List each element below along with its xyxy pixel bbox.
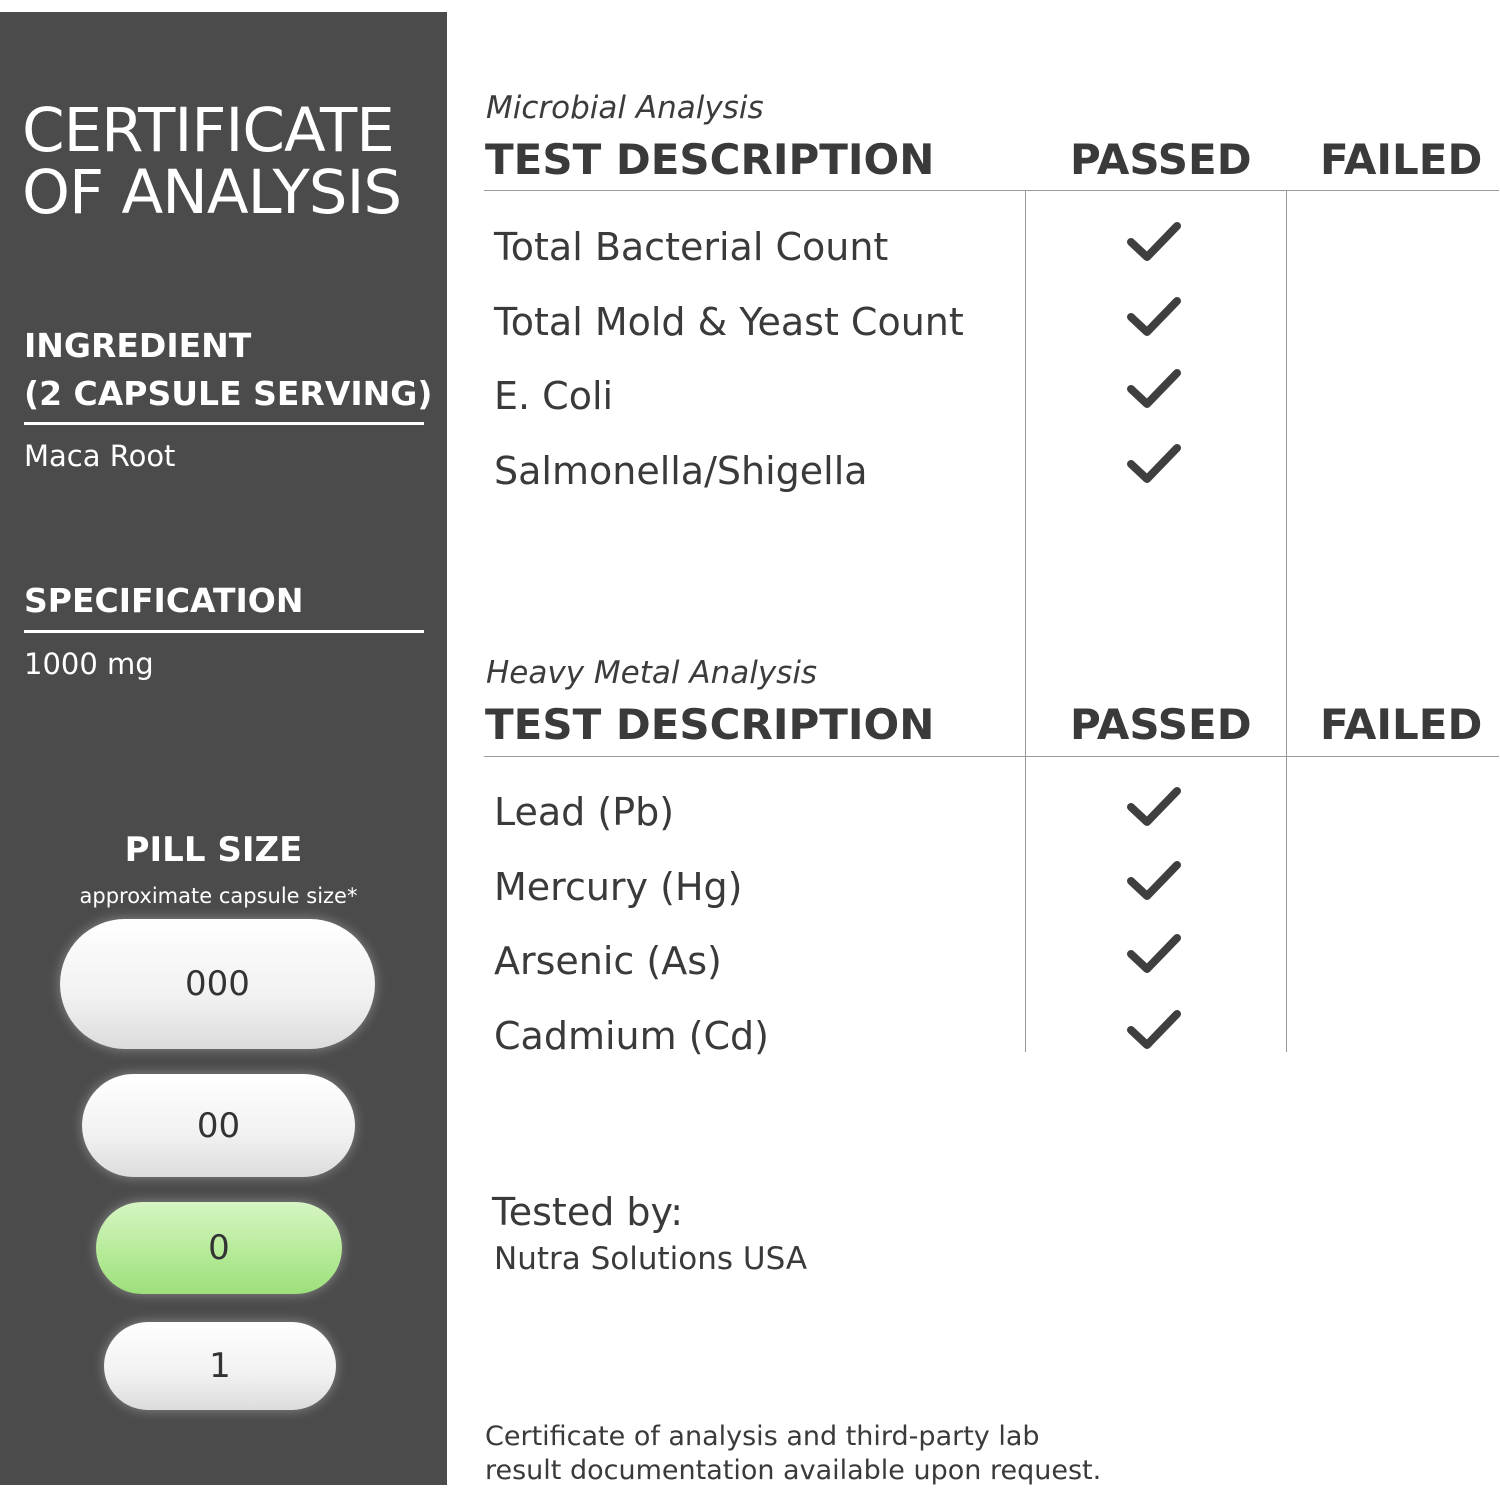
microbial-col-failed: FAILED — [1320, 135, 1483, 184]
pill-00: 00 — [82, 1074, 355, 1177]
pill-size-subtitle: approximate capsule size* — [79, 884, 358, 908]
checkmark-icon — [1126, 785, 1182, 829]
ingredient-value: Maca Root — [24, 439, 176, 473]
heavy-metal-header-rule — [484, 756, 1499, 757]
specification-heading: SPECIFICATION — [24, 581, 304, 620]
ingredient-heading-line2: (2 CAPSULE SERVING) — [24, 374, 433, 413]
ingredient-heading — [24, 322, 432, 418]
certificate-title-line1: CERTIFICATE — [22, 95, 394, 166]
ingredient-divider — [24, 422, 424, 425]
checkmark-icon — [1126, 859, 1182, 903]
footnote-line1: Certificate of analysis and third-party lab — [485, 1421, 1040, 1452]
footnote-line2: result documentation available upon request. — [485, 1455, 1102, 1486]
failed-column-divider — [1286, 190, 1287, 1052]
heavy-metal-col-failed: FAILED — [1320, 700, 1483, 749]
heavy-metal-col-description: TEST DESCRIPTION — [485, 700, 935, 749]
info-panel — [0, 12, 447, 1485]
checkmark-icon — [1126, 295, 1182, 339]
certificate-title — [22, 95, 442, 228]
microbial-row-label: Total Mold & Yeast Count — [494, 300, 964, 344]
checkmark-icon — [1126, 932, 1182, 976]
checkmark-icon — [1126, 1008, 1182, 1052]
heavy-metal-row-label: Lead (Pb) — [494, 790, 675, 834]
heavy-metal-row-label: Cadmium (Cd) — [494, 1014, 769, 1058]
heavy-metal-row-label: Mercury (Hg) — [494, 865, 743, 909]
heavy-metal-row-label: Arsenic (As) — [494, 939, 722, 983]
heavy-metal-section-label: Heavy Metal Analysis — [486, 655, 818, 691]
pill-0-selected: 0 — [96, 1202, 342, 1294]
checkmark-icon — [1126, 220, 1182, 264]
microbial-row-label: Salmonella/Shigella — [494, 449, 868, 493]
specification-divider — [24, 630, 424, 633]
microbial-row-label: E. Coli — [494, 374, 614, 418]
checkmark-icon — [1126, 442, 1182, 486]
pill-000: 000 — [60, 919, 375, 1049]
microbial-header-rule — [484, 190, 1499, 191]
passed-column-divider — [1025, 190, 1026, 1052]
pill-size-title: PILL SIZE — [124, 830, 303, 870]
specification-value: 1000 mg — [24, 647, 154, 681]
checkmark-icon — [1126, 367, 1182, 411]
microbial-col-description: TEST DESCRIPTION — [485, 135, 935, 184]
footnote — [485, 1420, 1101, 1488]
microbial-col-passed: PASSED — [1070, 135, 1252, 184]
microbial-row-label: Total Bacterial Count — [494, 225, 889, 269]
tested-by-label: Tested by: — [492, 1190, 684, 1234]
tested-by-value: Nutra Solutions USA — [494, 1241, 808, 1277]
microbial-section-label: Microbial Analysis — [486, 90, 764, 126]
ingredient-heading-line1: INGREDIENT — [24, 326, 252, 365]
pill-1: 1 — [104, 1322, 336, 1410]
heavy-metal-col-passed: PASSED — [1070, 700, 1252, 749]
certificate-title-line2: OF ANALYSIS — [22, 157, 402, 228]
